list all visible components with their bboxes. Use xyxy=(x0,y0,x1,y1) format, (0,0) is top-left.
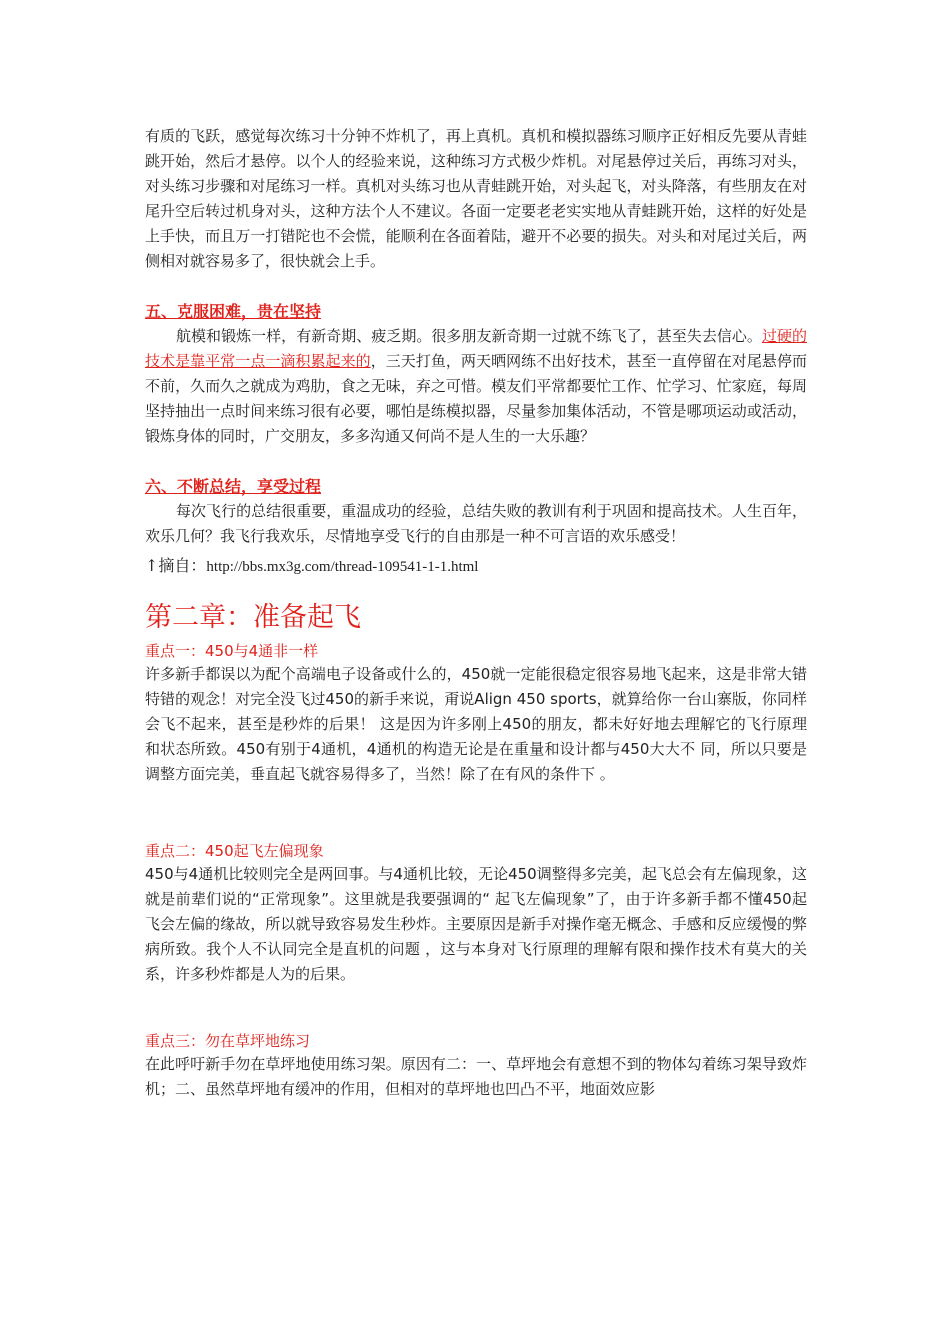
keypoint-1-title: 重点一：450与4通非一样 xyxy=(145,642,319,660)
keypoint-2-body: 450与4通机比较则完全是两回事。与4通机比较，无论450调整得多完美，起飞总会有左偏现象，这就是前辈们说的“正常现象”。这里就是我要强调的“ 起飞左偏现象”了，由于许多新手都不懂450起飞会左偏的缘故，所以就导致容易发生秒炸。主要原因是新手对操作毫无概念、手感和反应缓慢的弊病所致。我个人不认同完全是直机的问题 ，这与本身对飞行原理的理解有限和操作技术有莫大的关系，许多秒炸都是人为的后果。 xyxy=(145,865,807,983)
chapter-title: 第二章：准备起飞 xyxy=(145,602,361,633)
keypoint-2-title: 重点二：450起飞左偏现象 xyxy=(145,842,324,860)
source-label: ↑摘自： xyxy=(145,556,207,575)
section5-heading: 五、克服困难，贵在坚持 xyxy=(145,302,322,321)
section5-text-1: 航模和锻炼一样，有新奇期、疲乏期。很多朋友新奇期一过就不练飞了，甚至失去信心。 xyxy=(176,327,762,345)
keypoint-3-body: 在此呼吁新手勿在草坪地使用练习架。原因有二：一、草坪地会有意想不到的物体勾着练习架导致炸机；二、虽然草坪地有缓冲的作用，但相对的草坪地也凹凸不平，地面效应影 xyxy=(145,1055,807,1098)
section5-highlight: 过硬的技术是靠平常一点一滴积累起来的 xyxy=(145,327,807,370)
keypoint-1-body: 许多新手都误以为配个高端电子设备或什么的，450就一定能很稳定很容易地飞起来，这是非常大错特错的观念！对完全没飞过450的新手来说，甭说Align 450 sports，就算给你一台山寨版，你同样会飞不起来，甚至是秒炸的后果！ 这是因为许多刚上450的朋友，都未好好地去理解它的飞行原理和状态所致。450有别于4通机，4通机的构造无论是在重量和设计都与450大大不 同，所以只要是调整方面完美，垂直起飞就容易得多了，当然！除了在有风的条件下 。 xyxy=(145,665,807,783)
keypoint-3-title: 重点三：勿在草坪地练习 xyxy=(145,1032,311,1050)
document-body xyxy=(145,124,807,1102)
section4-tail-paragraph: 有质的飞跃，感觉每次练习十分钟不炸机了，再上真机。真机和模拟器练习顺序正好相反先要从青蛙跳开始，然后才悬停。以个人的经验来说，这种练习方式极少炸机。对尾悬停过关后，再练习对头，对头练习步骤和对尾练习一样。真机对头练习也从青蛙跳开始，对头起飞，对头降落，有些朋友在对尾升空后转过机身对头，这种方法个人不建议。各面一定要老老实实地从青蛙跳开始，这样的好处是上手快，而且万一打错陀也不会慌，能顺利在各面着陆，避开不必要的损失。对头和对尾过关后，两侧相对就容易多了，很快就会上手。 xyxy=(145,127,807,270)
section5-text-2: ，三天打鱼，两天晒网练不出好技术，甚至一直停留在对尾悬停而不前，久而久之就成为鸡肋，食之无味，弃之可惜。模友们平常都要忙工作、忙学习、忙家庭，每周坚持抽出一点时间来练习很有必要，哪怕是练模拟器，尽量参加集体活动，不管是哪项运动或活动，锻炼身体的同时，广交朋友，多多沟通又何尚不是人生的一大乐趣？ xyxy=(145,352,807,445)
section5-paragraph xyxy=(145,324,807,449)
source-line xyxy=(145,553,807,580)
section6-paragraph: 每次飞行的总结很重要，重温成功的经验，总结失败的教训有利于巩固和提高技术。人生百年，欢乐几何？我飞行我欢乐，尽情地享受飞行的自由那是一种不可言语的欢乐感受！ xyxy=(145,502,807,545)
section6-heading: 六、不断总结，享受过程 xyxy=(145,477,322,496)
source-url: http://bbs.mx3g.com/thread-109541-1-1.html xyxy=(206,559,479,575)
